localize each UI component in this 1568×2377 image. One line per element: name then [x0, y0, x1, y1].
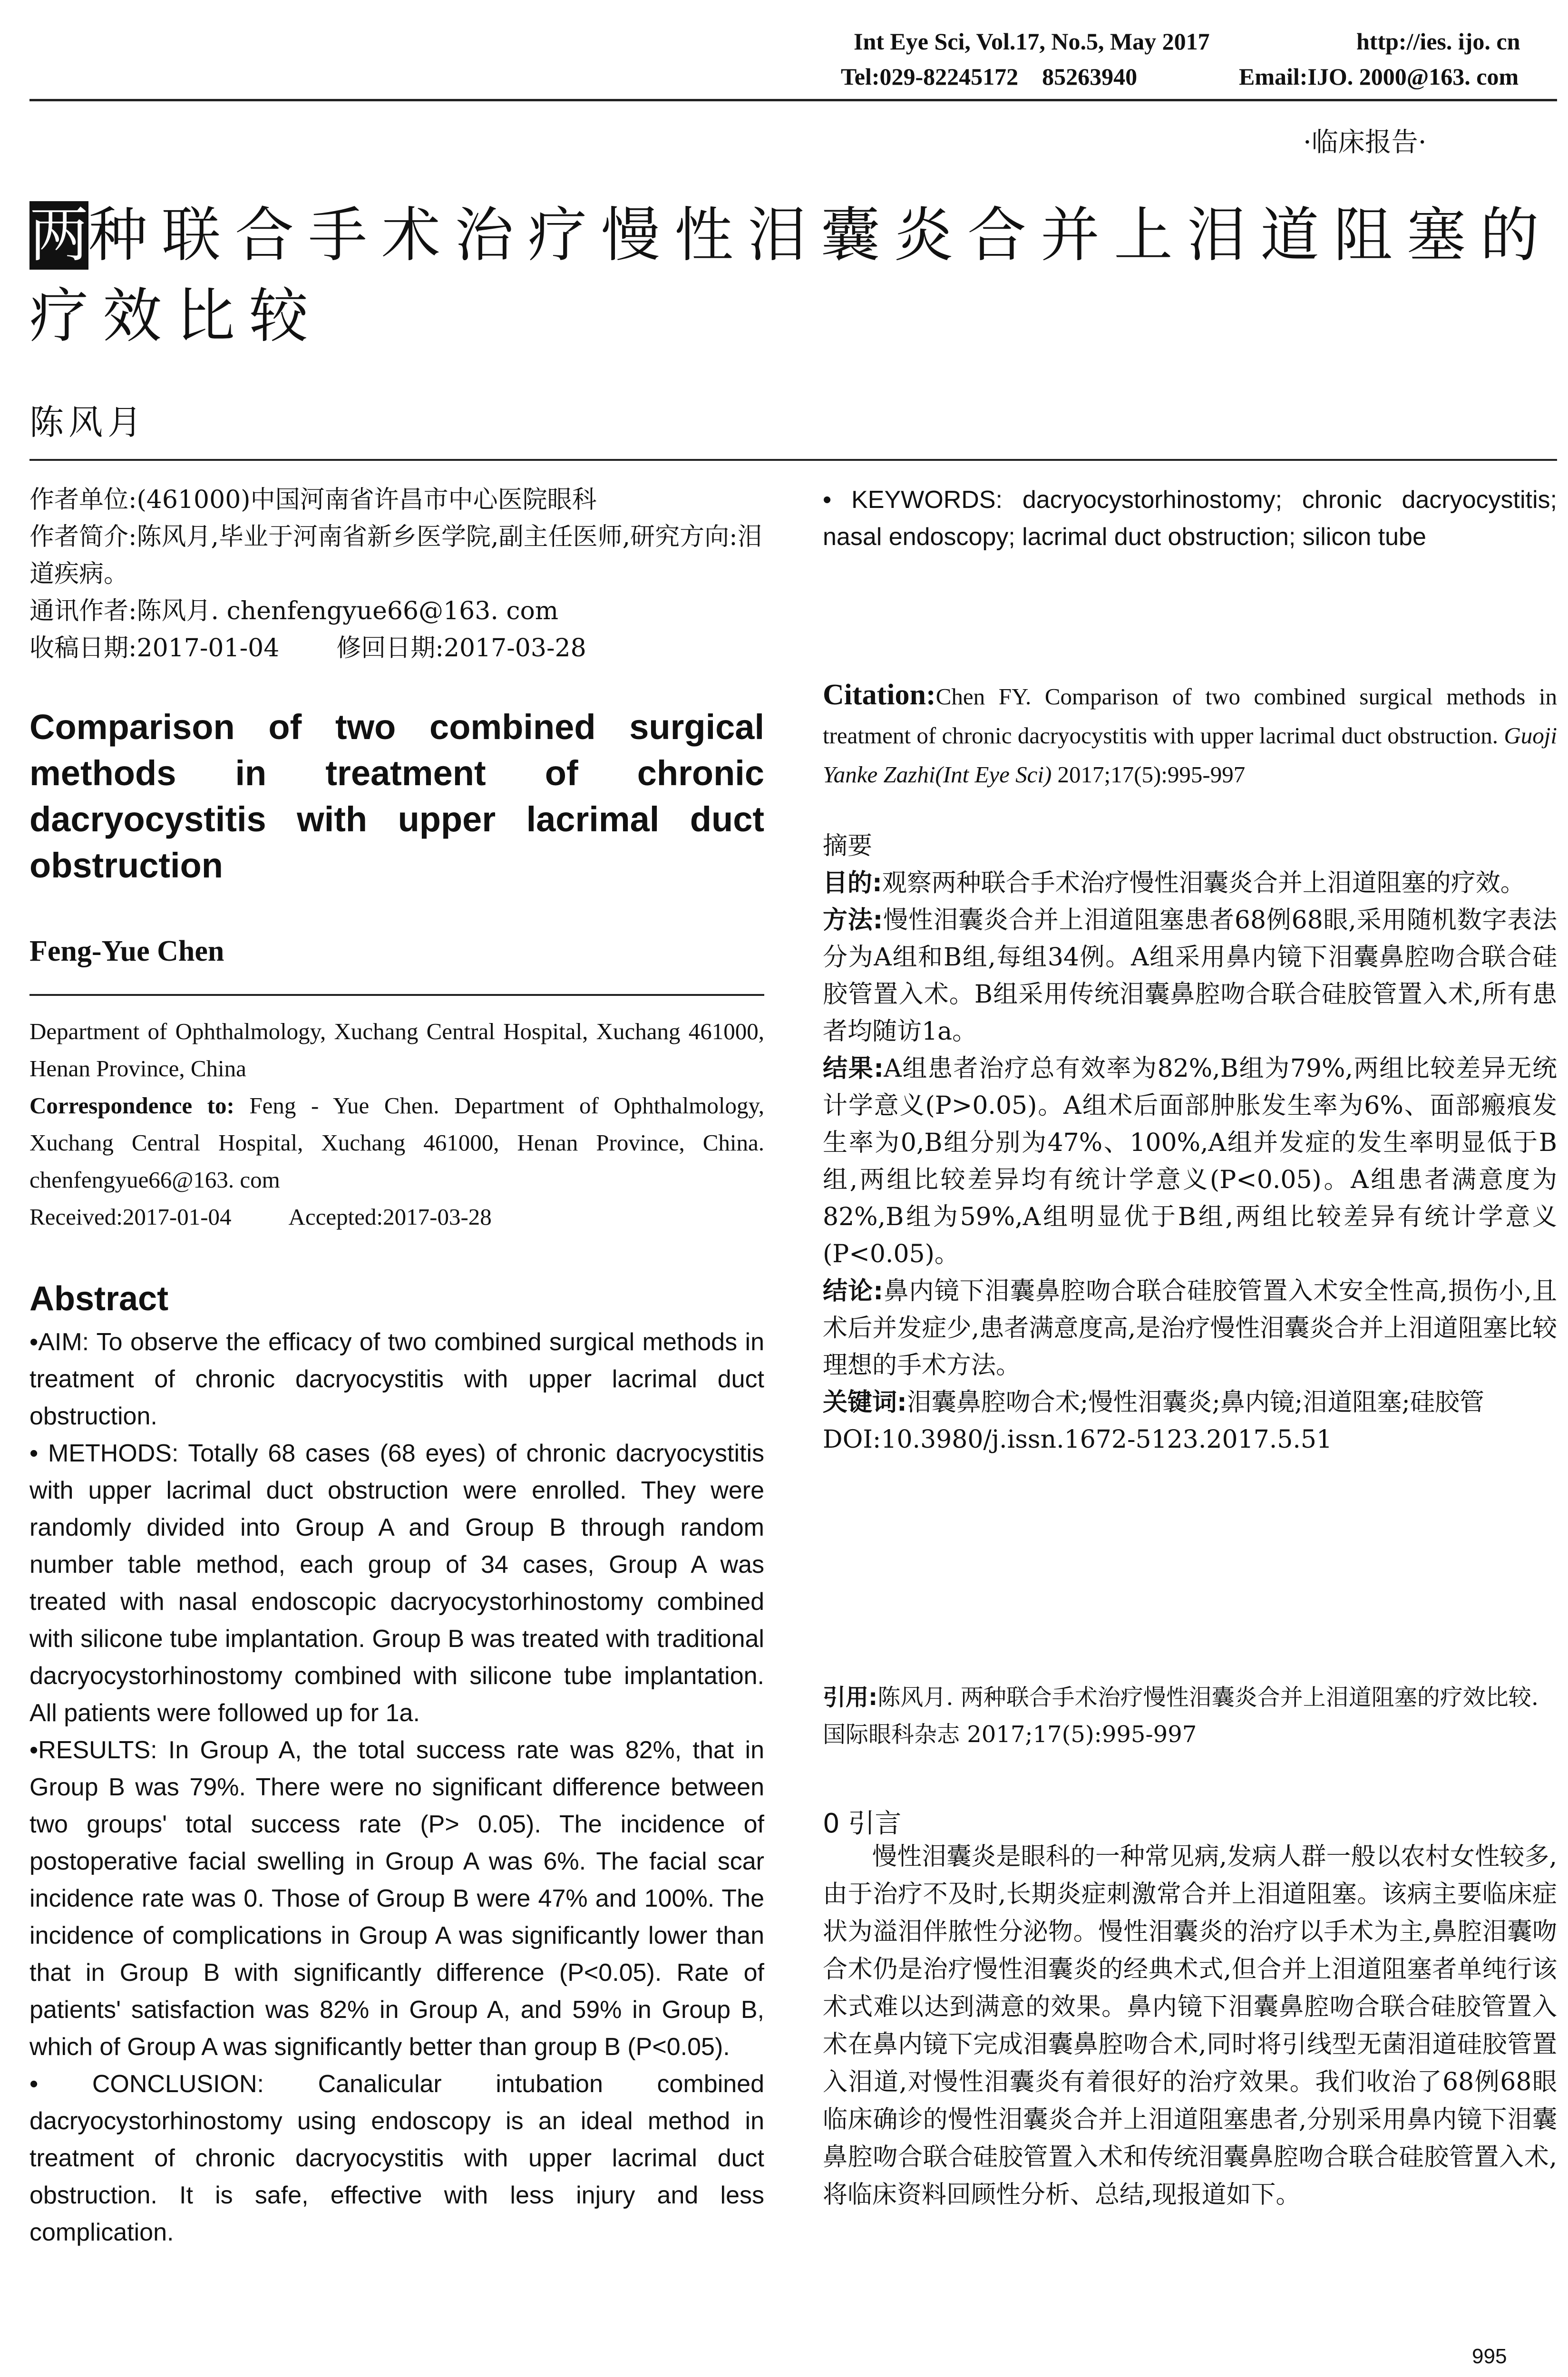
- cn-conclusion: [823, 1273, 1557, 1384]
- journal-tel: Tel:029-82245172 85263940: [841, 63, 1138, 90]
- cn-keywords-label: 关键词:: [823, 1388, 907, 1417]
- cn-aim-label: 目的:: [823, 869, 882, 897]
- author-cn: 陈风月: [29, 402, 147, 442]
- title-first-char: 两: [29, 201, 89, 270]
- citation-journal: Guoji Yanke Zazhi(Int Eye Sci): [823, 722, 1557, 788]
- received-en: Received:2017-01-04: [29, 1204, 232, 1230]
- header-rule: [29, 99, 1557, 101]
- correspondence-label: Correspondence to:: [29, 1092, 234, 1119]
- intro-heading: 0 引言: [823, 1808, 902, 1839]
- cn-keywords: [823, 1384, 1557, 1421]
- revised-date: 修回日期:2017-03-28: [336, 634, 586, 662]
- cn-doi: DOI:10.3980/j.issn.1672-5123.2017.5.51: [823, 1425, 1333, 1454]
- cn-aim-text: 观察两种联合手术治疗慢性泪囊炎合并上泪道阻塞的疗效。: [882, 869, 1525, 897]
- cn-conclusion-text: 鼻内镜下泪囊鼻腔吻合联合硅胶管置入术安全性高,损伤小,且术后并发症少,患者满意度高,是治疗慢性泪囊炎合并上泪道阻塞比较理想的手术方法。: [823, 1277, 1558, 1380]
- author-rule: [29, 994, 764, 996]
- english-author: Feng-Yue Chen: [29, 935, 224, 967]
- author-info: [29, 481, 764, 667]
- page-title: [29, 195, 1557, 357]
- citation: [823, 675, 1557, 794]
- citation-ref: 2017;17(5):995-997: [1052, 761, 1246, 788]
- journal-url: http://ies. ijo. cn: [1356, 28, 1520, 55]
- journal-info: Int Eye Sci, Vol.17, No.5, May 2017: [854, 28, 1210, 55]
- journal-email: Email:IJO. 2000@163. com: [1239, 63, 1519, 90]
- correspondence-text: Feng - Yue Chen. Department of Ophthalmology, Xuchang Central Hospital, Xuchang 461000, Henan Province, China. chenfengyue66@163. com: [29, 1092, 765, 1193]
- citation-text: Chen FY. Comparison of two combined surgical methods in treatment of chronic dacryocystitis with upper lacrimal duct obstruction.: [823, 683, 1557, 749]
- citation-label: Citation:: [823, 679, 936, 711]
- affiliation-dept: Department of Ophthalmology, Xuchang Central Hospital, Xuchang 461000, Henan Province, China: [29, 1018, 764, 1081]
- english-title: Comparison of two combined surgical methods in treatment of chronic dacryocystitis with upper lacrimal duct obstruction: [29, 707, 764, 885]
- cn-methods-text: 慢性泪囊炎合并上泪道阻塞患者68例68眼,采用随机数字表法分为A组和B组,每组34例。A组采用鼻内镜下泪囊鼻腔吻合联合硅胶管置入术。B组采用传统泪囊鼻腔吻合联合硅胶管置入术,所有患者均随访1a。: [823, 906, 1557, 1046]
- cn-results-text: A组患者治疗总有效率为82%,B组为79%,两组比较差异无统计学意义(P>0.05)。A组术后面部肿胀发生率为6%、面部瘢痕发生率为0,B组分别为47%、100%,A组并发症的发生率明显低于B组,两组比较差异均有统计学意义(P<0.05)。A组患者满意度为82%,B组为59%,A组明显优于B组,两组比较差异有统计学意义(P<0.05)。: [823, 1054, 1558, 1268]
- abstract-aim: •AIM: To observe the efficacy of two combined surgical methods in treatment of chronic dacryocystitis with upper lacrimal duct obstruction.: [29, 1328, 764, 1430]
- affiliation: [29, 1013, 764, 1236]
- section-tag: ·临床报告·: [1303, 127, 1427, 158]
- title-rule: [29, 459, 1557, 461]
- abstract-results: •RESULTS: In Group A, the total success rate was 82%, that in Group B was 79%. There were no significant difference between two groups' total success rate (P> 0.05). The incidence of postoperative facial swelling in Group A was 6%. The facial scar incidence rate was 0. Those of Group B were 47% and 100%. The incidence of complications in Group A was significantly lower than that in Group B with significantly difference (P<0.05). Rate of patients' satisfaction was 82% in Group A, and 59% in Group B, which of Group A was significantly better than group B (P<0.05).: [29, 1736, 764, 2061]
- received-date: 收稿日期:2017-01-04: [29, 634, 280, 662]
- cn-citation-label: 引用:: [823, 1684, 878, 1711]
- cn-keywords-text: 泪囊鼻腔吻合术;慢性泪囊炎;鼻内镜;泪道阻塞;硅胶管: [906, 1388, 1484, 1417]
- title-rest: 种联合手术治疗慢性泪囊炎合并上泪道阻塞的疗效比较: [29, 201, 1554, 351]
- cn-abstract: [823, 828, 1557, 1458]
- cn-citation-text: 陈风月. 两种联合手术治疗慢性泪囊炎合并上泪道阻塞的疗效比较. 国际眼科杂志 2017;17(5):995-997: [823, 1684, 1539, 1748]
- cn-aim: [823, 865, 1557, 902]
- author-intro: 作者简介:陈风月,毕业于河南省新乡医学院,副主任医师,研究方向:泪道疾病。: [29, 523, 762, 588]
- page-number: 995: [1472, 2345, 1507, 2368]
- author-unit: 作者单位:(461000)中国河南省许昌市中心医院眼科: [29, 486, 597, 514]
- abstract-methods: • METHODS: Totally 68 cases (68 eyes) of chronic dacryocystitis with upper lacrimal duct obstruction were enrolled. They were randomly divided into Group A and Group B through random number table method, each group of 34 cases, Group A was treated with nasal endoscopic dacryocystorhinostomy combined with silicone tube implantation. Group B was treated with traditional dacryocystorhinostomy combined with silicone tube implantation. All patients were followed up for 1a.: [29, 1440, 764, 1727]
- abstract-conclusion: • CONCLUSION: Canalicular intubation combined dacryocystorhinostomy using endoscopy is an ideal method in treatment of chronic dacryocystitis with upper lacrimal duct obstruction. It is safe, effective with less injury and less complication.: [29, 2070, 764, 2246]
- author-correspondence: 通讯作者:陈风月. chenfengyue66@163. com: [29, 597, 559, 625]
- intro-text: 慢性泪囊炎是眼科的一种常见病,发病人群一般以农村女性较多,由于治疗不及时,长期炎症刺激常合并上泪道阻塞。该病主要临床症状为溢泪伴脓性分泌物。慢性泪囊炎的治疗以手术为主,鼻腔泪囊吻合术仍是治疗慢性泪囊炎的经典术式,但合并上泪道阻塞者单纯行该术式难以达到满意的效果。鼻内镜下泪囊鼻腔吻合联合硅胶管置入术在鼻内镜下完成泪囊鼻腔吻合术,同时将引线型无菌泪道硅胶管置入泪道,对慢性泪囊炎有着很好的治疗效果。我们收治了68例68眼临床确诊的慢性泪囊炎合并上泪道阻塞患者,分别采用鼻内镜下泪囊鼻腔吻合联合硅胶管置入术和传统泪囊鼻腔吻合联合硅胶管置入术,将临床资料回顾性分析、总结,现报道如下。: [823, 1842, 1557, 2209]
- cn-citation: [823, 1679, 1557, 1753]
- cn-methods-label: 方法:: [823, 906, 883, 935]
- cn-results: [823, 1050, 1557, 1273]
- cn-abstract-heading: 摘要: [823, 832, 873, 860]
- cn-methods: [823, 902, 1557, 1050]
- abstract-heading: Abstract: [29, 1280, 169, 1318]
- affiliation-correspondence: [29, 1087, 764, 1198]
- abstract-body: [29, 1324, 764, 2251]
- cn-conclusion-label: 结论:: [823, 1277, 884, 1305]
- abstract-keywords: • KEYWORDS: dacryocystorhinostomy; chronic dacryocystitis; nasal endoscopy; lacrimal duct obstruction; silicon tube: [823, 486, 1557, 551]
- accepted-en: Accepted:2017-03-28: [288, 1204, 492, 1230]
- author-dates: [29, 630, 764, 667]
- affiliation-dates: [29, 1198, 764, 1236]
- cn-results-label: 结果:: [823, 1054, 884, 1083]
